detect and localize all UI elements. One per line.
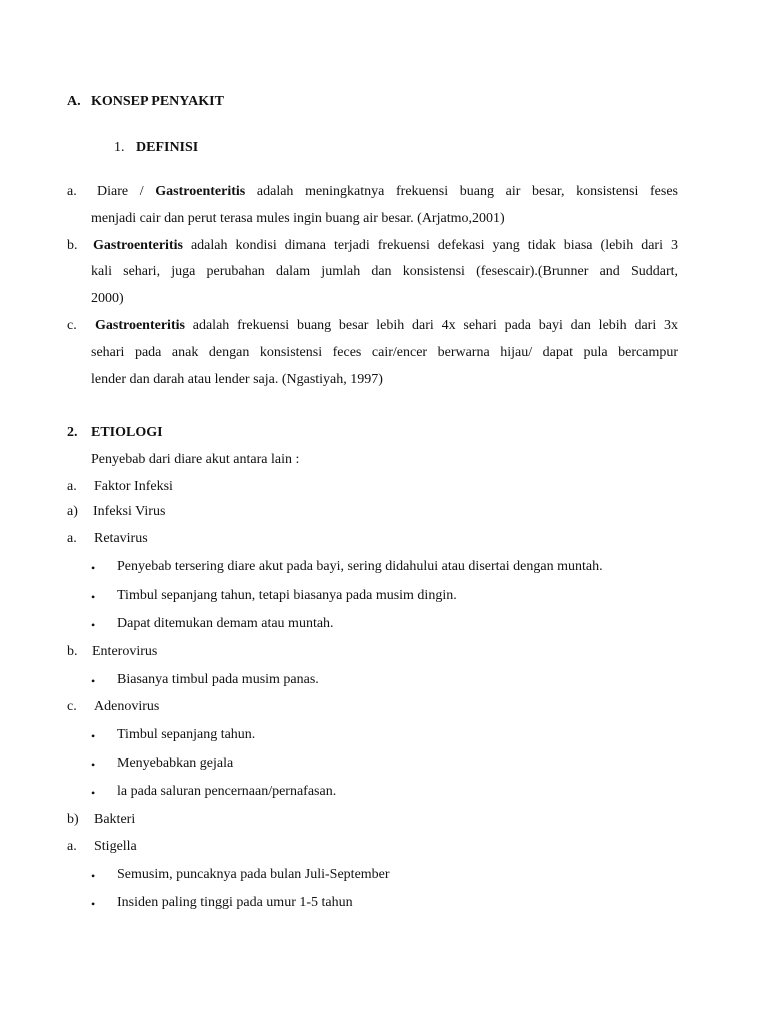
retavirus-bullet-3: Dapat ditemukan demam atau muntah. <box>117 616 334 631</box>
enterovirus-text: Enterovirus <box>92 644 158 659</box>
retavirus-marker: a. <box>67 531 77 546</box>
stigella-bullet-1: Semusim, puncaknya pada bulan Juli-September <box>117 867 390 882</box>
enterovirus-bullet-1: Biasanya timbul pada musim panas. <box>117 672 319 687</box>
bullet-icon: • <box>91 674 96 688</box>
definition-c-text2: sehari pada anak dengan konsistensi feces cair/encer berwarna hijau/ dapat pula bercampur <box>91 345 678 360</box>
heading-marker: A. <box>67 94 81 109</box>
definition-a-term: Gastroenteritis <box>155 184 246 199</box>
definition-b-text2: kali sehari, juga perubahan dalam jumlah dan konsistensi (fesescair).(Brunner and Suddart, <box>91 264 678 279</box>
definition-c-marker: c. <box>67 318 77 333</box>
adenovirus-bullet-1: Timbul sepanjang tahun. <box>117 727 256 742</box>
definition-b-text3: 2000) <box>91 291 124 306</box>
bullet-icon: • <box>91 729 96 743</box>
bullet-icon: • <box>91 897 96 911</box>
bullet-icon: • <box>91 786 96 800</box>
definition-c-line1 <box>95 317 678 335</box>
retavirus-text: Retavirus <box>94 531 148 546</box>
definition-c-text3: lender dan darah atau lender saja. (Ngastiyah, 1997) <box>91 372 383 387</box>
definition-b-line1 <box>93 237 678 255</box>
bullet-icon: • <box>91 758 96 772</box>
section2-title: ETIOLOGI <box>91 425 163 440</box>
definition-b-text1: adalah kondisi dimana terjadi frekuensi defekasi yang tidak biasa (lebih dari 3 <box>190 238 678 253</box>
adenovirus-text: Adenovirus <box>94 699 160 714</box>
definition-a-line1 <box>97 183 678 201</box>
enterovirus-marker: b. <box>67 644 78 659</box>
definition-a-marker: a. <box>67 184 77 199</box>
definition-b-marker: b. <box>67 238 78 253</box>
retavirus-bullet-2: Timbul sepanjang tahun, tetapi biasanya pada musim dingin. <box>117 588 457 603</box>
section2-intro: Penyebab dari diare akut antara lain : <box>91 452 300 467</box>
bakteri-marker: b) <box>67 812 79 827</box>
virus-marker: a) <box>67 504 78 519</box>
definition-a-text1: adalah meningkatnya frekuensi buang air besar, konsistensi feses <box>256 184 679 199</box>
definition-c-text1: adalah frekuensi buang besar lebih dari 4x sehari pada bayi dan lebih dari 3x <box>192 318 678 333</box>
definition-a-text2: menjadi cair dan perut terasa mules ingin buang air besar. (Arjatmo,2001) <box>91 211 505 226</box>
bakteri-text: Bakteri <box>94 812 136 827</box>
bullet-icon: • <box>91 618 96 632</box>
stigella-marker: a. <box>67 839 77 854</box>
section1-number: 1. <box>114 140 125 155</box>
adenovirus-bullet-2: Menyebabkan gejala <box>117 756 234 771</box>
virus-text: Infeksi Virus <box>93 504 166 519</box>
bullet-icon: • <box>91 590 96 604</box>
retavirus-bullet-1: Penyebab tersering diare akut pada bayi, sering didahului atau disertai dengan muntah. <box>117 559 603 574</box>
stigella-text: Stigella <box>94 839 137 854</box>
adenovirus-marker: c. <box>67 699 77 714</box>
section2-number: 2. <box>67 425 78 440</box>
stigella-bullet-2: Insiden paling tinggi pada umur 1-5 tahun <box>117 895 353 910</box>
section1-title: DEFINISI <box>136 140 199 155</box>
adenovirus-bullet-3: la pada saluran pencernaan/pernafasan. <box>117 784 337 799</box>
definition-a-lead: Diare / <box>97 184 144 199</box>
definition-c-term: Gastroenteritis <box>95 318 185 333</box>
definition-b-term: Gastroenteritis <box>93 238 183 253</box>
faktor-text: Faktor Infeksi <box>94 479 173 494</box>
bullet-icon: • <box>91 869 96 883</box>
faktor-marker: a. <box>67 479 77 494</box>
bullet-icon: • <box>91 561 96 575</box>
heading-title: KONSEP PENYAKIT <box>91 94 224 109</box>
